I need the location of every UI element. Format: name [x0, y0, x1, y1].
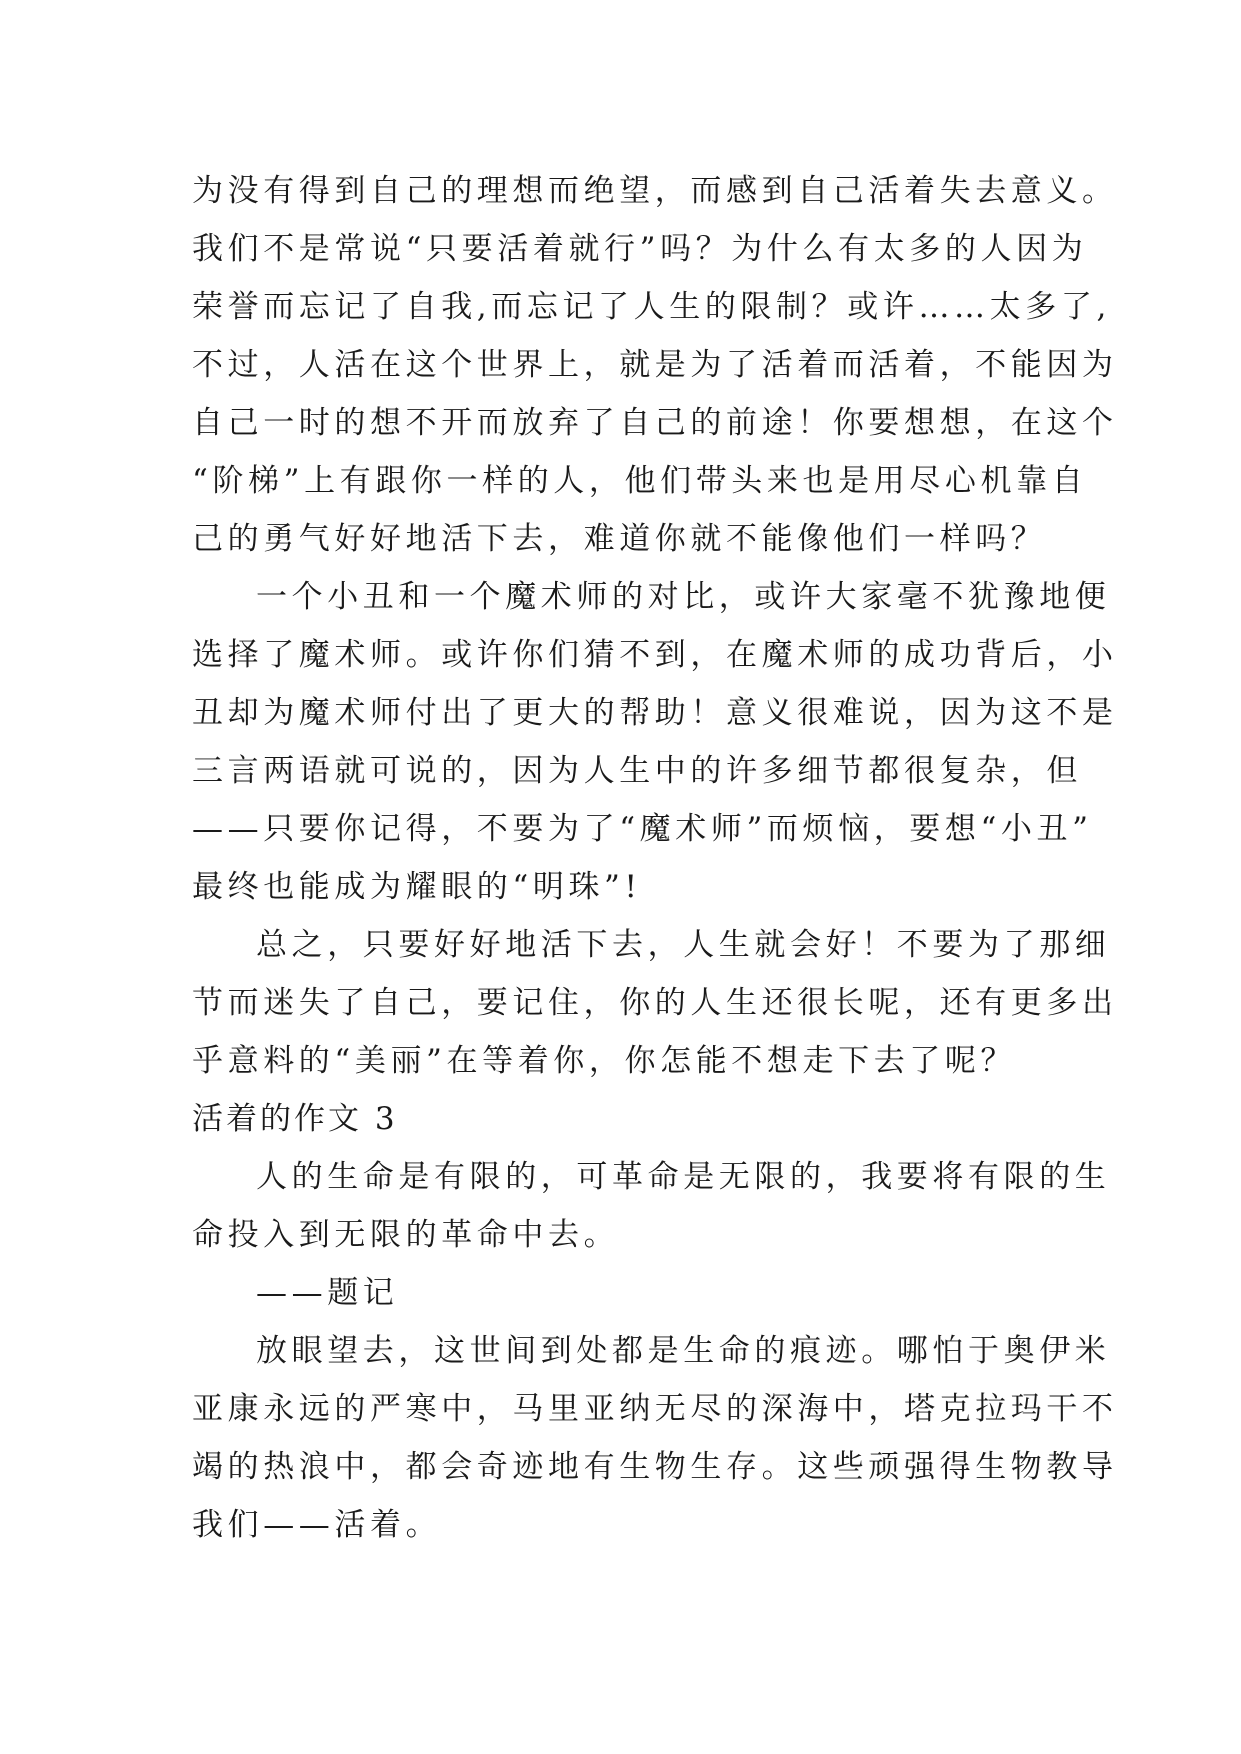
epigraph-line: 命投入到无限的革命中去。: [192, 1217, 620, 1253]
text-line: 己的勇气好好地活下去，难道你就不能像他们一样吗？: [192, 521, 1047, 557]
text-line: 我们——活着。: [192, 1507, 442, 1543]
text-line: 不过，人活在这个世界上，就是为了活着而活着，不能因为: [192, 347, 1118, 383]
section-heading: 活着的作文 3: [192, 1101, 398, 1137]
text-line: 丑却为魔术师付出了更大的帮助！意义很难说，因为这不是: [192, 695, 1118, 731]
paragraph-start-line: 一个小丑和一个魔术师的对比，或许大家毫不犹豫地便: [256, 579, 1111, 615]
text-line: 我们不是常说“只要活着就行”吗？为什么有太多的人因为: [192, 231, 1088, 267]
text-line: 选择了魔术师。或许你们猜不到，在魔术师的成功背后，小: [192, 637, 1118, 673]
text-line: 荣誉而忘记了自我,而忘记了人生的限制？或许……太多了,: [192, 289, 1111, 325]
text-line: 为没有得到自己的理想而绝望，而感到自己活着失去意义。: [192, 173, 1118, 209]
text-line: 三言两语就可说的，因为人生中的许多细节都很复杂，但: [192, 753, 1082, 789]
text-line: 亚康永远的严寒中，马里亚纳无尽的深海中，塔克拉玛干不: [192, 1391, 1118, 1427]
paragraph-start-line: 放眼望去，这世间到处都是生命的痕迹。哪怕于奥伊米: [256, 1333, 1111, 1369]
text-line: “阶梯”上有跟你一样的人，他们带头来也是用尽心机靠自: [192, 463, 1088, 499]
text-line: 最终也能成为耀眼的“明珠”!: [192, 869, 642, 905]
document-body: [192, 162, 1118, 1554]
text-line: 节而迷失了自己，要记住，你的人生还很长呢，还有更多出: [192, 985, 1118, 1021]
text-line: 乎意料的“美丽”在等着你，你怎能不想走下去了呢？: [192, 1043, 1017, 1079]
epigraph-attribution: ——题记: [256, 1275, 399, 1311]
text-line: 自己一时的想不开而放弃了自己的前途！你要想想，在这个: [192, 405, 1118, 441]
paragraph-start-line: 总之，只要好好地活下去，人生就会好！不要为了那细: [256, 927, 1111, 963]
epigraph-line: 人的生命是有限的，可革命是无限的，我要将有限的生: [256, 1159, 1111, 1195]
text-line: ——只要你记得，不要为了“魔术师”而烦恼，要想“小丑”: [192, 811, 1093, 847]
text-line: 竭的热浪中，都会奇迹地有生物生存。这些顽强得生物教导: [192, 1449, 1118, 1485]
